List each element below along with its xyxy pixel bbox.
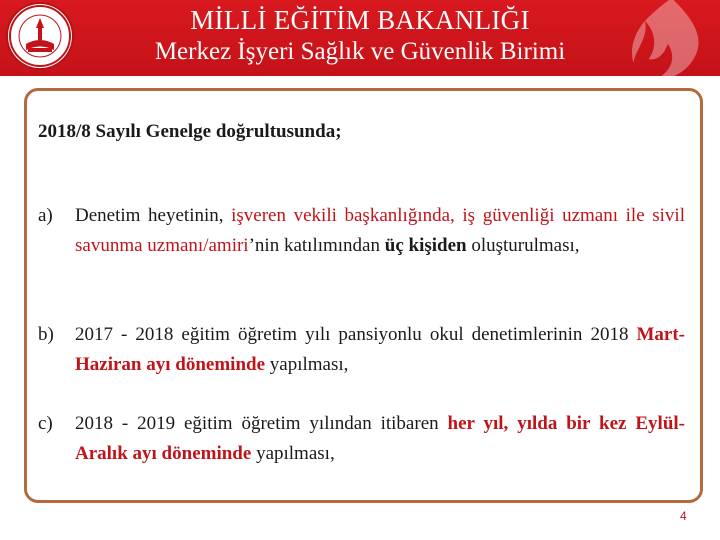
list-marker: b) bbox=[38, 324, 54, 345]
item-text: 2018 - 2019 eğitim öğretim yılından itibaren bbox=[75, 413, 448, 434]
list-marker: c) bbox=[38, 413, 53, 434]
page-title: MİLLİ EĞİTİM BAKANLIĞI bbox=[190, 5, 530, 35]
list-item-body bbox=[75, 409, 685, 469]
intro-heading: 2018/8 Sayılı Genelge doğrultusunda; bbox=[38, 121, 342, 142]
flame-icon bbox=[616, 0, 712, 76]
ministry-logo bbox=[8, 4, 72, 68]
item-highlight: her yıl, yılda bir kez Eylül-Aralık ayı döneminde bbox=[75, 413, 685, 464]
item-text: Denetim heyetinin, bbox=[75, 205, 232, 226]
list-item-body bbox=[75, 201, 685, 261]
item-text: yapılması, bbox=[265, 354, 349, 375]
item-emphasis: üç kişiden bbox=[384, 235, 467, 256]
list-item-body bbox=[75, 320, 685, 380]
item-text: yapılması, bbox=[251, 443, 335, 464]
ministry-emblem-icon bbox=[8, 4, 72, 68]
list-item-c bbox=[38, 409, 685, 469]
page-number: 4 bbox=[680, 509, 687, 523]
page-subtitle: Merkez İşyeri Sağlık ve Güvenlik Birimi bbox=[154, 38, 566, 65]
list-item-b bbox=[38, 320, 685, 380]
item-text: 2017 - 2018 eğitim öğretim yılı pansiyonlu okul denetimlerinin 2018 bbox=[75, 324, 637, 345]
item-text: ’nin katılımından bbox=[248, 235, 385, 256]
item-highlight: işveren vekili başkanlığında, iş güvenliği uzmanı ile sivil savunma uzmanı/amiri bbox=[75, 205, 685, 256]
list-marker: a) bbox=[38, 205, 53, 226]
item-text: oluşturulması, bbox=[466, 235, 580, 256]
item-highlight: Mart-Haziran ayı döneminde bbox=[75, 324, 685, 375]
header-bar bbox=[0, 0, 720, 76]
list-item-a bbox=[38, 201, 685, 261]
